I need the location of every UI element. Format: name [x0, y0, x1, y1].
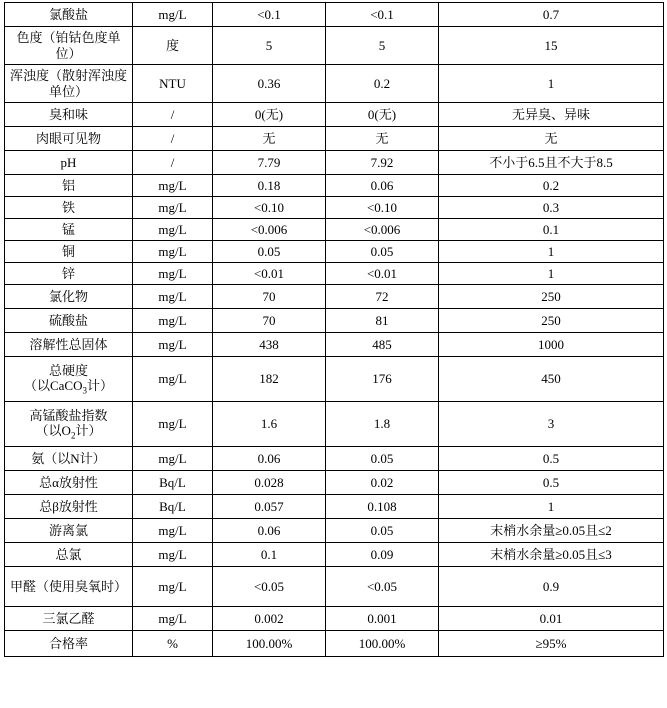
- parameter-name-cell: 浑浊度（散射浑浊度单位）: [5, 65, 133, 103]
- parameter-name-cell: 总α放射性: [5, 471, 133, 495]
- sample1-value-cell: <0.006: [213, 219, 326, 241]
- table-row: [5, 567, 664, 607]
- sample2-value-cell: 0.05: [326, 519, 439, 543]
- table-row: [5, 175, 664, 197]
- table-row: [5, 333, 664, 357]
- standard-limit-cell: 1: [439, 263, 664, 285]
- sample2-value-cell: <0.10: [326, 197, 439, 219]
- parameter-name-cell: 总硬度 （以CaCO$_3$计）: [5, 357, 133, 402]
- standard-limit-cell: 1: [439, 495, 664, 519]
- table-row: [5, 127, 664, 151]
- table-row: [5, 241, 664, 263]
- standard-limit-cell: 不小于6.5且不大于8.5: [439, 151, 664, 175]
- standard-limit-cell: 250: [439, 285, 664, 309]
- sample1-value-cell: 0.057: [213, 495, 326, 519]
- parameter-name-cell: 合格率: [5, 631, 133, 657]
- sample1-value-cell: 0.06: [213, 447, 326, 471]
- sample1-value-cell: <0.1: [213, 3, 326, 27]
- standard-limit-cell: 0.5: [439, 471, 664, 495]
- table-row: [5, 197, 664, 219]
- table-row: [5, 65, 664, 103]
- standard-limit-cell: 末梢水余量≥0.05且≤2: [439, 519, 664, 543]
- standard-limit-cell: 3: [439, 402, 664, 447]
- sample2-value-cell: 0.06: [326, 175, 439, 197]
- sample2-value-cell: 0.05: [326, 447, 439, 471]
- standard-limit-cell: 无: [439, 127, 664, 151]
- unit-cell: mg/L: [133, 447, 213, 471]
- unit-cell: /: [133, 103, 213, 127]
- table-row: [5, 402, 664, 447]
- sample1-value-cell: 1.6: [213, 402, 326, 447]
- sample1-value-cell: 438: [213, 333, 326, 357]
- sample1-value-cell: 182: [213, 357, 326, 402]
- sample2-value-cell: 72: [326, 285, 439, 309]
- parameter-name-cell: 氨（以N计）: [5, 447, 133, 471]
- parameter-name-cell: 三氯乙醛: [5, 607, 133, 631]
- unit-cell: Bq/L: [133, 495, 213, 519]
- standard-limit-cell: 0.01: [439, 607, 664, 631]
- sample2-value-cell: 无: [326, 127, 439, 151]
- parameter-name-cell: 总氯: [5, 543, 133, 567]
- table-row: [5, 543, 664, 567]
- parameter-name-cell: 铝: [5, 175, 133, 197]
- sample1-value-cell: <0.05: [213, 567, 326, 607]
- unit-cell: Bq/L: [133, 471, 213, 495]
- sample2-value-cell: 100.00%: [326, 631, 439, 657]
- sample1-value-cell: 0.1: [213, 543, 326, 567]
- unit-cell: /: [133, 127, 213, 151]
- standard-limit-cell: 0.2: [439, 175, 664, 197]
- parameter-name-cell: 铁: [5, 197, 133, 219]
- table-row: [5, 357, 664, 402]
- unit-cell: mg/L: [133, 263, 213, 285]
- table-row: [5, 263, 664, 285]
- unit-cell: mg/L: [133, 402, 213, 447]
- sample2-value-cell: 1.8: [326, 402, 439, 447]
- standard-limit-cell: 0.7: [439, 3, 664, 27]
- table-row: [5, 219, 664, 241]
- unit-cell: mg/L: [133, 241, 213, 263]
- unit-cell: mg/L: [133, 3, 213, 27]
- table-row: [5, 3, 664, 27]
- standard-limit-cell: 0.3: [439, 197, 664, 219]
- unit-cell: mg/L: [133, 567, 213, 607]
- sample1-value-cell: 100.00%: [213, 631, 326, 657]
- unit-cell: /: [133, 151, 213, 175]
- unit-cell: NTU: [133, 65, 213, 103]
- sample2-value-cell: <0.006: [326, 219, 439, 241]
- unit-cell: mg/L: [133, 309, 213, 333]
- unit-cell: mg/L: [133, 175, 213, 197]
- parameter-name-cell: 肉眼可见物: [5, 127, 133, 151]
- parameter-name-cell: 游离氯: [5, 519, 133, 543]
- unit-cell: 度: [133, 27, 213, 65]
- sample2-value-cell: 0.09: [326, 543, 439, 567]
- parameter-name-cell: 锌: [5, 263, 133, 285]
- sample2-value-cell: <0.1: [326, 3, 439, 27]
- sample1-value-cell: <0.01: [213, 263, 326, 285]
- sample1-value-cell: 0.028: [213, 471, 326, 495]
- sample2-value-cell: 0.02: [326, 471, 439, 495]
- unit-cell: mg/L: [133, 357, 213, 402]
- unit-cell: mg/L: [133, 285, 213, 309]
- sample2-value-cell: 0(无): [326, 103, 439, 127]
- sample2-value-cell: 0.001: [326, 607, 439, 631]
- sample1-value-cell: 无: [213, 127, 326, 151]
- parameter-name-cell: pH: [5, 151, 133, 175]
- sample2-value-cell: 7.92: [326, 151, 439, 175]
- table-row: [5, 519, 664, 543]
- parameter-name-cell: 臭和味: [5, 103, 133, 127]
- table-row: [5, 285, 664, 309]
- parameter-name-cell: 甲醛（使用臭氧时）: [5, 567, 133, 607]
- water-quality-table: [4, 2, 664, 657]
- standard-limit-cell: 0.5: [439, 447, 664, 471]
- parameter-name-cell: 铜: [5, 241, 133, 263]
- sample1-value-cell: 70: [213, 285, 326, 309]
- table-row: [5, 607, 664, 631]
- unit-cell: mg/L: [133, 333, 213, 357]
- table-row: [5, 309, 664, 333]
- table-row: [5, 27, 664, 65]
- sample2-value-cell: 5: [326, 27, 439, 65]
- standard-limit-cell: 1000: [439, 333, 664, 357]
- sample1-value-cell: 7.79: [213, 151, 326, 175]
- parameter-name-cell: 锰: [5, 219, 133, 241]
- sample1-value-cell: 0.18: [213, 175, 326, 197]
- standard-limit-cell: 末梢水余量≥0.05且≤3: [439, 543, 664, 567]
- unit-cell: mg/L: [133, 543, 213, 567]
- sample2-value-cell: 0.2: [326, 65, 439, 103]
- parameter-name-cell: 氯酸盐: [5, 3, 133, 27]
- sample1-value-cell: 5: [213, 27, 326, 65]
- standard-limit-cell: 0.1: [439, 219, 664, 241]
- table-row: [5, 631, 664, 657]
- sample1-value-cell: 0.36: [213, 65, 326, 103]
- sample2-value-cell: 0.108: [326, 495, 439, 519]
- table-row: [5, 447, 664, 471]
- sample1-value-cell: 0(无): [213, 103, 326, 127]
- table-row: [5, 471, 664, 495]
- sample1-value-cell: 70: [213, 309, 326, 333]
- unit-cell: mg/L: [133, 219, 213, 241]
- sample2-value-cell: 176: [326, 357, 439, 402]
- standard-limit-cell: 0.9: [439, 567, 664, 607]
- parameter-name-cell: 溶解性总固体: [5, 333, 133, 357]
- sample2-value-cell: 0.05: [326, 241, 439, 263]
- standard-limit-cell: 无异臭、异味: [439, 103, 664, 127]
- table-row: [5, 103, 664, 127]
- sample2-value-cell: <0.01: [326, 263, 439, 285]
- sample1-value-cell: <0.10: [213, 197, 326, 219]
- sample2-value-cell: <0.05: [326, 567, 439, 607]
- standard-limit-cell: 15: [439, 27, 664, 65]
- sample1-value-cell: 0.05: [213, 241, 326, 263]
- standard-limit-cell: 450: [439, 357, 664, 402]
- sample2-value-cell: 81: [326, 309, 439, 333]
- parameter-name-cell: 色度（铂钴色度单位）: [5, 27, 133, 65]
- parameter-name-cell: 总β放射性: [5, 495, 133, 519]
- standard-limit-cell: ≥95%: [439, 631, 664, 657]
- sample2-value-cell: 485: [326, 333, 439, 357]
- parameter-name-cell: 氯化物: [5, 285, 133, 309]
- parameter-name-cell: 硫酸盐: [5, 309, 133, 333]
- sample1-value-cell: 0.06: [213, 519, 326, 543]
- unit-cell: %: [133, 631, 213, 657]
- table-row: [5, 151, 664, 175]
- standard-limit-cell: 1: [439, 241, 664, 263]
- unit-cell: mg/L: [133, 197, 213, 219]
- parameter-name-cell: 高锰酸盐指数 （以$O_2$计）: [5, 402, 133, 447]
- unit-cell: mg/L: [133, 519, 213, 543]
- sample1-value-cell: 0.002: [213, 607, 326, 631]
- unit-cell: mg/L: [133, 607, 213, 631]
- standard-limit-cell: 250: [439, 309, 664, 333]
- table-row: [5, 495, 664, 519]
- standard-limit-cell: 1: [439, 65, 664, 103]
